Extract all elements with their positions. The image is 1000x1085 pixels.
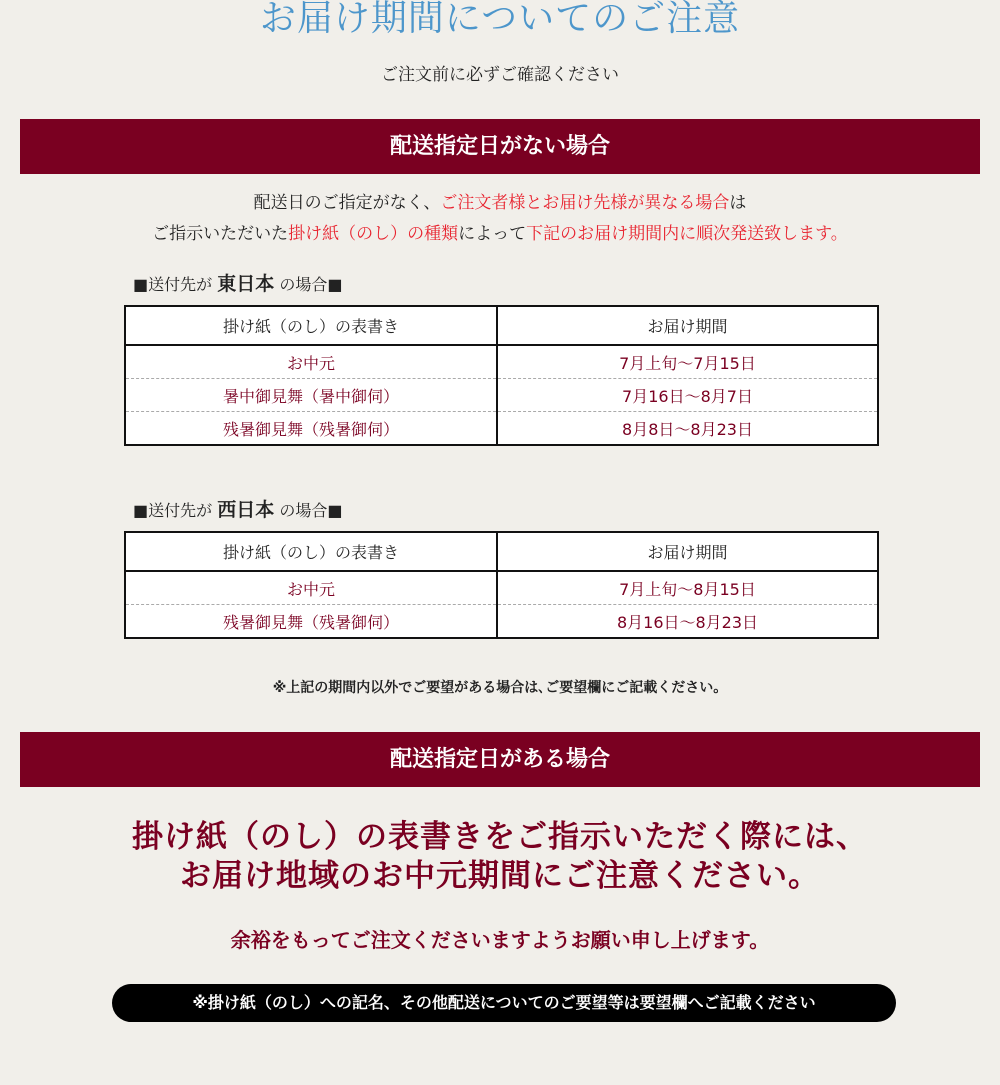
region-suffix: の場合■ [274, 501, 343, 520]
delivery-table-east [124, 305, 879, 446]
intro-line-1 [0, 188, 1000, 219]
section-band-with-date: 配送指定日がある場合 [20, 732, 980, 787]
region-heading-east [133, 269, 342, 300]
table-cell-period: 8月16日〜8月23日 [497, 605, 878, 639]
table-cell-period: 7月上旬〜7月15日 [497, 345, 878, 379]
table-cell-noshi: 残暑御見舞（残暑御伺） [125, 412, 497, 446]
caution-headline [0, 818, 1000, 896]
table-cell-period: 7月上旬〜8月15日 [497, 571, 878, 605]
region-name-west: 西日本 [217, 499, 275, 521]
intro-text-1a: 配送日のご指定がなく、 [253, 193, 441, 213]
footnote: ※上記の期間内以外でご要望がある場合は､ご要望欄にご記載ください。 [272, 680, 728, 696]
table-row [125, 412, 878, 446]
table-row [125, 605, 878, 639]
table-cell-period: 7月16日〜8月7日 [497, 379, 878, 412]
section-band-no-date: 配送指定日がない場合 [20, 119, 980, 174]
table-cell-noshi: 暑中御見舞（暑中御伺） [125, 379, 497, 412]
table-cell-noshi: 残暑御見舞（残暑御伺） [125, 605, 497, 639]
intro-highlight-3: 下記のお届け期間内に順次発送致します。 [526, 224, 848, 244]
region-prefix: ■送付先が [133, 275, 218, 294]
caution-subhead: 余裕をもってご注文くださいますようお願い申し上げます。 [230, 928, 770, 952]
table-row [125, 345, 878, 379]
caution-headline-line-2: お届け地域のお中元期間にご注意ください。 [180, 858, 820, 894]
table-header-row [125, 306, 878, 345]
region-name-east: 東日本 [217, 273, 275, 295]
intro-text-2c: によって [458, 224, 527, 244]
region-prefix: ■送付先が [133, 501, 218, 520]
intro-highlight-2: 掛け紙（のし）の種類 [288, 224, 459, 244]
table-header-period: お届け期間 [497, 532, 878, 571]
table-header-row [125, 532, 878, 571]
request-notice-pill: ※掛け紙（のし）への記名、その他配送についてのご要望等は要望欄へご記載ください [112, 984, 896, 1022]
page-title: お届け期間についてのご注意 [259, 0, 741, 39]
table-cell-period: 8月8日〜8月23日 [497, 412, 878, 446]
table-header-noshi: 掛け紙（のし）の表書き [125, 306, 497, 345]
region-suffix: の場合■ [274, 275, 343, 294]
table-row [125, 379, 878, 412]
table-cell-noshi: お中元 [125, 571, 497, 605]
table-cell-noshi: お中元 [125, 345, 497, 379]
caution-headline-line-1: 掛け紙（のし）の表書きをご指示いただく際には、 [132, 819, 868, 855]
page-subtitle: ご注文前に必ずご確認ください [381, 65, 619, 85]
table-header-noshi: 掛け紙（のし）の表書き [125, 532, 497, 571]
region-heading-west [133, 495, 342, 526]
intro-line-2 [0, 219, 1000, 250]
table-row [125, 571, 878, 605]
intro-text-1c: は [729, 193, 747, 213]
intro-text [0, 188, 1000, 250]
delivery-table-west [124, 531, 879, 639]
intro-highlight-1: ご注文者様とお届け先様が異なる場合 [440, 193, 730, 213]
intro-text-2a: ご指示いただいた [152, 224, 289, 244]
table-header-period: お届け期間 [497, 306, 878, 345]
